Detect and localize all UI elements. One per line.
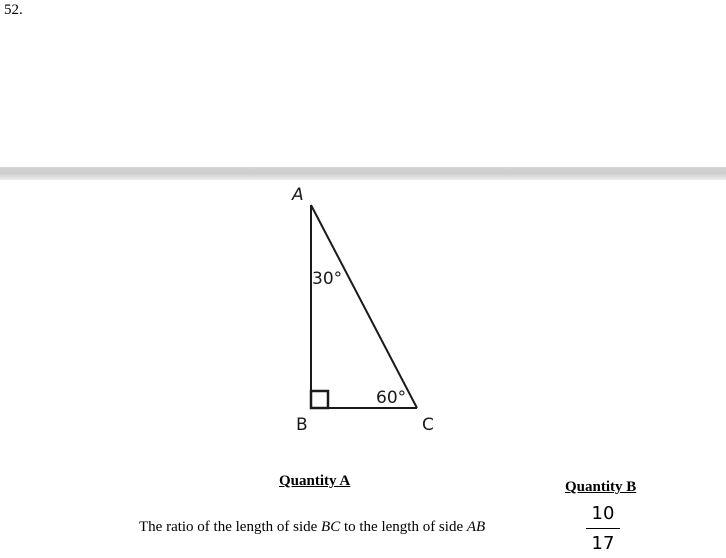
quantity-a-statement xyxy=(139,519,485,536)
vertex-b-label: B xyxy=(296,415,308,435)
quantity-b-fraction xyxy=(586,503,620,555)
quantity-b-heading: Quantity B xyxy=(565,479,637,495)
fraction-numerator: 10 xyxy=(591,503,615,524)
triangle-figure xyxy=(280,178,440,443)
fraction-bar xyxy=(586,528,620,529)
vertex-c-label: C xyxy=(422,415,434,435)
fraction-denominator: 17 xyxy=(591,533,615,554)
side-ac xyxy=(311,205,417,408)
triangle-diagram xyxy=(280,178,440,438)
quantity-a-text-prefix: The ratio of the length of side xyxy=(139,519,322,535)
quantity-a-heading: Quantity A xyxy=(279,473,351,489)
angle-c-label: 60° xyxy=(376,388,407,408)
vertex-a-label: A xyxy=(292,185,304,205)
right-angle-marker xyxy=(311,391,328,408)
angle-a-label: 30° xyxy=(312,269,343,289)
quantity-a-side-1: BC xyxy=(321,519,341,535)
quantity-a-side-2: AB xyxy=(466,519,486,535)
question-number: 52. xyxy=(4,2,23,18)
quantity-a-text-middle: to the length of side xyxy=(340,519,467,535)
